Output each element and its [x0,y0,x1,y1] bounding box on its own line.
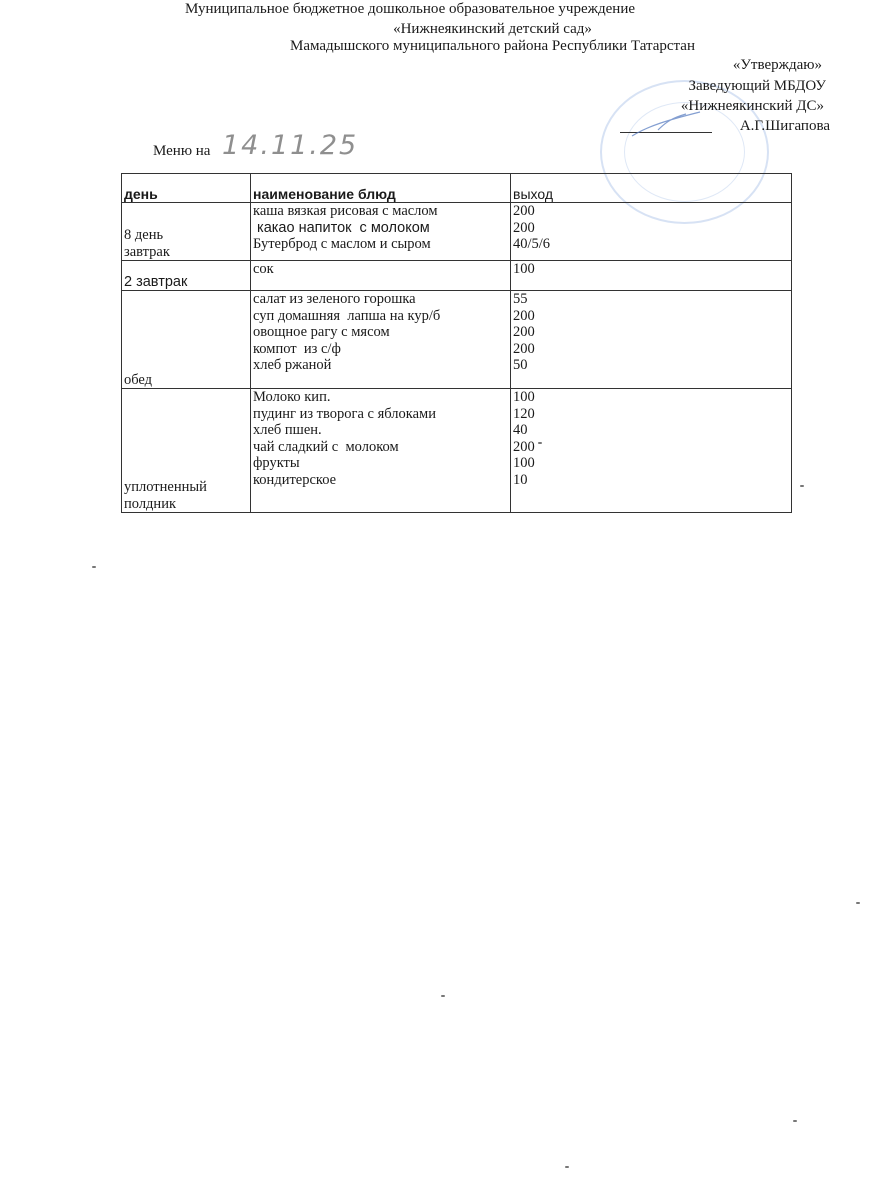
meal-name: 8 день завтрак [122,203,251,261]
menu-table [121,173,792,513]
header-day: день [122,174,251,203]
output-value: 100 [513,455,535,471]
output-list [511,261,792,291]
scan-speck [441,995,445,997]
output-value: 200 [513,203,535,219]
menu-table-body [122,203,792,513]
scan-speck [565,1166,569,1168]
dish-item: Бутерброд с маслом и сыром [253,236,431,252]
output-value: 200 [513,438,535,455]
output-value: 40/5/6 [513,236,551,252]
dish-item: компот из с/ф [253,340,341,357]
dish-item: какао напиток с молоком [253,219,430,236]
output-value: 50 [513,357,528,373]
dish-item: чай сладкий с молоком [253,438,399,455]
table-row [122,203,792,261]
scan-speck [800,485,804,487]
dish-list [251,291,511,389]
output-value: 40 [513,422,528,438]
org-name-line-2: «Нижнеякинский детский сад» [393,21,592,37]
dish-item: хлеб пшен. [253,422,322,438]
approval-position: Заведующий МБДОУ [688,78,826,94]
scan-speck [92,566,96,568]
output-list [511,291,792,389]
meal-name: 2 завтрак [122,261,251,291]
scan-speck [856,902,860,904]
menu-label: Меню на [153,143,211,159]
output-list [511,203,792,261]
output-value: 200 [513,219,535,236]
header-dish: наименование блюд [251,174,511,203]
output-value: 10 [513,471,528,488]
dish-list [251,203,511,261]
output-value: 120 [513,405,535,422]
dish-list [251,389,511,513]
approval-signatory: А.Г.Шигапова [739,118,830,134]
output-value: 55 [513,291,528,307]
table-row [122,389,792,513]
dish-item: хлеб ржаной [253,357,332,373]
meal-name: обед [122,291,251,389]
scan-speck [793,1120,797,1122]
approval-title: «Утверждаю» [732,57,822,73]
table-row [122,261,792,291]
output-value: 200 [513,307,535,324]
output-value: 200 [513,340,535,357]
dish-item: салат из зеленого горошка [253,291,416,307]
dish-item: фрукты [253,455,300,471]
dish-item: пудинг из творога с яблоками [253,405,436,422]
table-row [122,291,792,389]
dish-item: сок [253,261,274,277]
output-value: 100 [513,389,535,405]
dish-item: овощное рагу с мясом [253,324,390,340]
output-value: 100 [513,261,535,277]
signature [628,108,708,140]
dish-item: кондитерское [253,471,337,488]
org-name-line-1: Муниципальное бюджетное дошкольное образовательное учреждение [185,1,635,17]
output-value: 200 [513,324,535,340]
header-output: выход [511,174,792,203]
meal-name: уплотненный полдник [122,389,251,513]
dish-item: суп домашняя лапша на кур/б [253,307,441,324]
approval-organization: «Нижнеякинский ДС» [680,98,824,114]
scan-speck [538,442,542,444]
dish-item: Молоко кип. [253,389,331,405]
output-list [511,389,792,513]
dish-list [251,261,511,291]
menu-date-handwritten: 14.11.25 [222,130,359,161]
table-header-row [122,174,792,203]
org-name-line-3: Мамадышского муниципального района Республики Татарстан [290,38,695,54]
dish-item: каша вязкая рисовая с маслом [253,203,438,219]
